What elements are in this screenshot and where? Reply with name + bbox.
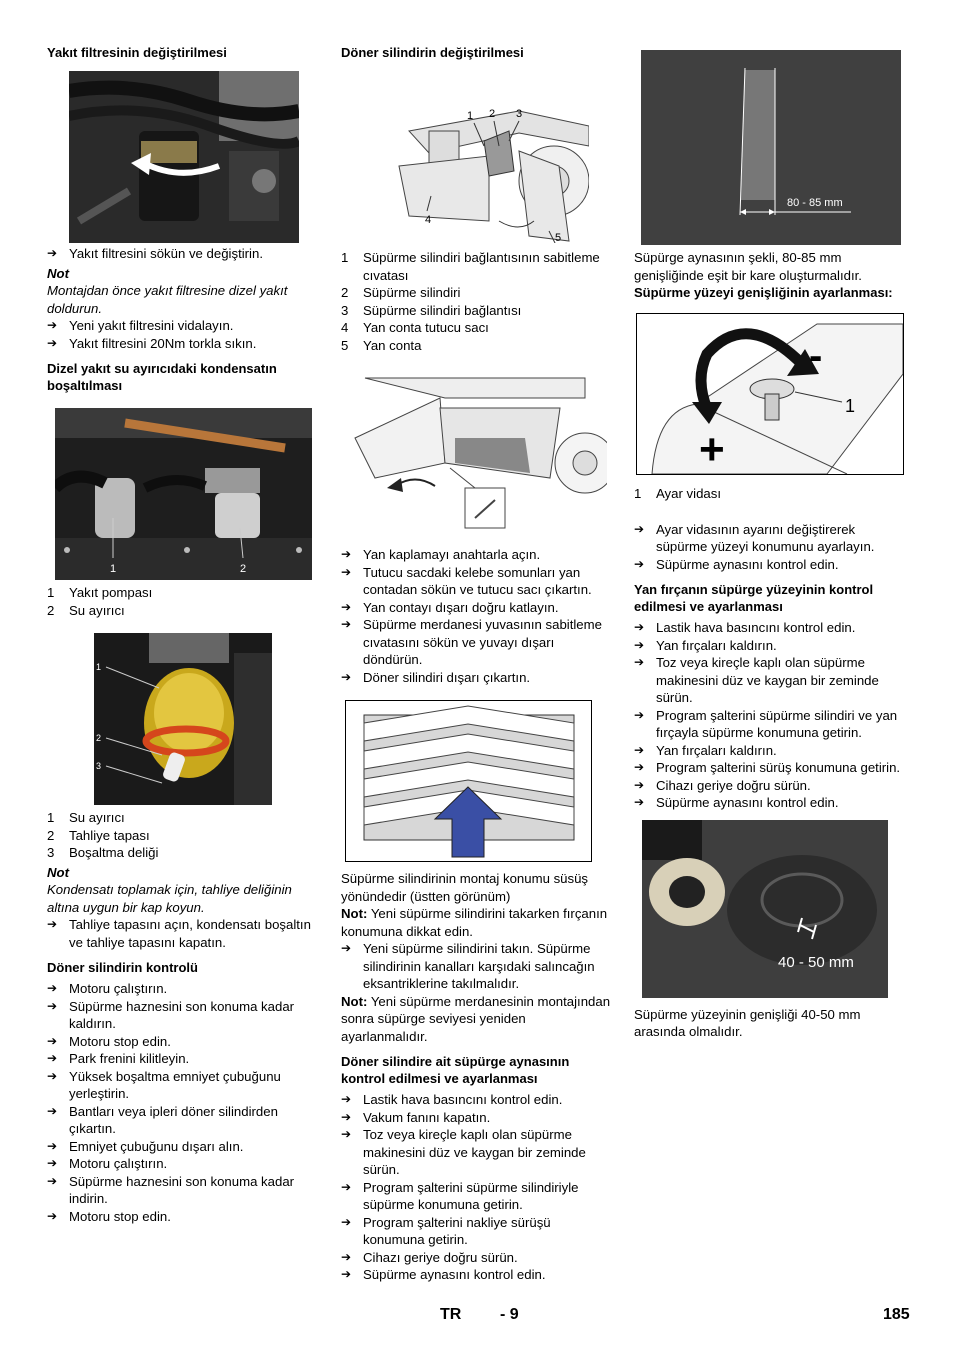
column-3 [634, 50, 910, 1041]
side-brush-photo [642, 820, 888, 998]
step: ➔ Cihazı geriye doğru sürün. [634, 777, 910, 795]
adjust-screw-drawing [636, 313, 904, 475]
figure-callout-5: 5 [555, 232, 562, 243]
step: ➔ Süpürme aynasını kontrol edin. [341, 1266, 613, 1284]
step: ➔ Motoru çalıştırın. [47, 1155, 319, 1173]
note-heading: Not [47, 265, 69, 281]
step: ➔ Motoru stop edin. [47, 1208, 319, 1226]
legend-item: 1 Ayar vidası [634, 486, 721, 501]
figure-callout-1: 1 [845, 396, 856, 416]
water-separator-photo [55, 408, 312, 580]
sweep-mirror-caption: Süpürge aynasının şekli, 80-85 mm genişliğinde eşit bir kare oluşturmalıdır. [634, 250, 862, 283]
fuel-filter-photo [69, 71, 299, 243]
step: ➔ Vakum fanını kapatın. [341, 1109, 613, 1127]
figure-callout-2: 2 [240, 563, 247, 575]
separator-detail-photo [94, 633, 272, 805]
legend-item: 4 Yan conta tutucu sacı [341, 320, 489, 335]
section-title-sweep-width: Süpürme yüzeyi genişliğinin ayarlanması: [634, 285, 893, 300]
step: ➔ Yüksek boşaltma emniyet çubuğunu yerleştirin. [47, 1068, 319, 1103]
column-1 [47, 44, 319, 1225]
measurement-label: 40 - 50 mm [778, 953, 854, 971]
legend-item: 5 Yan conta [341, 337, 422, 353]
step: ➔ Süpürme haznesini son konuma kadar kaldırın. [47, 998, 319, 1033]
legend-item: 1 Yakıt pompası [47, 585, 153, 600]
sweep-mirror-photo [641, 50, 901, 245]
note-text: Montajdan önce yakıt filtresine dizel yakıt doldurun. [47, 283, 288, 316]
step: ➔ Yeni yakıt filtresini vidalayın. [47, 317, 319, 335]
step: ➔ Toz veya kireçle kaplı olan süpürme makinesini düz ve kaygan bir zeminde sürün. [634, 654, 910, 707]
step: ➔ Park frenini kilitleyin. [47, 1050, 319, 1068]
step: ➔ Yan kaplamayı anahtarla açın. [341, 546, 613, 564]
section-title-roller-mirror: Döner silindire ait süpürge aynasının kontrol edilmesi ve ayarlanması [341, 1054, 570, 1086]
step: ➔ Program şalterini süpürme silindiriyle süpürme konumuna getirin. [341, 1179, 613, 1214]
figure-callout-3: 3 [516, 108, 523, 120]
note-text: Kondensatı toplamak için, tahliye deliğinin altına uygun bir kap koyun. [47, 882, 292, 915]
figure-callout-2: 2 [489, 108, 496, 120]
section-title-roller-replace: Döner silindirin değiştirilmesi [341, 45, 524, 60]
figure-callout-2: 2 [96, 733, 102, 743]
step: ➔ Tutucu sacdaki kelebe somunları yan contadan sökün ve tutucu sacı çıkartın. [341, 564, 613, 599]
step: ➔ Süpürme haznesini son konuma kadar indirin. [47, 1173, 319, 1208]
step: ➔ Lastik hava basıncını kontrol edin. [634, 619, 910, 637]
figure-callout-1: 1 [110, 563, 117, 575]
measurement-label: 80 - 85 mm [787, 197, 843, 209]
step: ➔ Yan fırçaları kaldırın. [634, 637, 910, 655]
step: ➔ Lastik hava basıncını kontrol edin. [341, 1091, 613, 1109]
page-number: 185 [883, 1306, 910, 1323]
note-paragraph: Not: Yeni süpürme silindirini takarken fırçanın konumuna dikkat edin. [341, 906, 608, 939]
legend-item: 2 Su ayırıcı [47, 602, 125, 618]
roller-orientation-diagram [345, 700, 592, 862]
legend-item: 2 Tahliye tapası [47, 827, 150, 843]
legend-item: 1 Süpürme silindiri bağlantısının sabitleme cıvatası [341, 250, 600, 283]
step: ➔ Tahliye tapasını açın, kondensatı boşaltın ve tahliye tapasını kapatın. [47, 916, 319, 951]
step: ➔ Emniyet çubuğunu dışarı alın. [47, 1138, 319, 1156]
legend-item: 2 Süpürme silindiri [341, 285, 461, 300]
roller-orientation-caption: Süpürme silindirinin montaj konumu süsüş yönündedir (üstten görünüm) [341, 871, 589, 904]
legend-item: 3 Boşaltma deliği [47, 845, 159, 860]
section-title-roller-check: Döner silindirin kontrolü [47, 960, 198, 975]
step: ➔ Süpürme merdanesi yuvasının sabitleme cıvatasını sökün ve yuvayı dışarı döndürün. [341, 616, 613, 669]
decrease-symbol: - [809, 334, 823, 378]
step: ➔ Program şalterini nakliye sürüşü konumuna getirin. [341, 1214, 613, 1249]
step: ➔ Yakıt filtresini 20Nm torkla sıkın. [47, 335, 319, 353]
note-heading: Not [47, 864, 69, 880]
step: ➔ Program şalterini sürüş konumuna getirin. [634, 759, 910, 777]
side-brush-caption: Süpürme yüzeyinin genişliği 40-50 mm arasında olmalıdır. [634, 1006, 861, 1039]
section-title-side-brush: Yan fırçanın süpürge yüzeyinin kontrol edilmesi ve ayarlanması [634, 582, 874, 614]
section-title-fuel-filter: Yakıt filtresinin değiştirilmesi [47, 45, 227, 60]
figure-callout-1: 1 [467, 110, 474, 122]
step: ➔ Program şalterini süpürme silindiri ve yan fırçayla süpürme konumuna getirin. [634, 707, 910, 742]
step: ➔ Yeni süpürme silindirini takın. Süpürme silindirinin kanalları karşıdaki salıncağın eksantriklerine takılmalıdır. [341, 940, 613, 993]
increase-symbol: + [699, 425, 725, 474]
legend-item: 3 Süpürme silindiri bağlantısı [341, 302, 522, 318]
step: ➔ Süpürme aynasını kontrol edin. [634, 794, 910, 812]
step: ➔ Döner silindiri dışarı çıkartın. [341, 669, 613, 687]
section-title-water-separator: Dizel yakıt su ayırıcıdaki kondensatın boşaltılması [47, 361, 277, 393]
roller-assembly-drawing [369, 71, 589, 243]
step: ➔ Bantları veya ipleri döner silindirden çıkartın. [47, 1103, 319, 1138]
figure-callout-4: 4 [425, 214, 432, 226]
legend-item: 1 Su ayırıcı [47, 810, 125, 825]
step: ➔ Yan contayı dışarı doğru katlayın. [341, 599, 613, 617]
step: ➔ Toz veya kireçle kaplı olan süpürme makinesini düz ve kaygan bir zeminde sürün. [341, 1126, 613, 1179]
step: ➔ Süpürme aynasını kontrol edin. [634, 556, 910, 574]
step: ➔ Motoru stop edin. [47, 1033, 319, 1051]
figure-callout-3: 3 [96, 761, 102, 771]
footer-section: - 9 [500, 1306, 519, 1323]
step: ➔ Ayar vidasının ayarını değiştirerek süpürme yüzeyi konumunu ayarlayın. [634, 521, 910, 556]
footer-language: TR [440, 1306, 462, 1323]
step: ➔ Yakıt filtresini sökün ve değiştirin. [47, 245, 319, 263]
note-paragraph: Not: Yeni süpürme merdanesinin montajından sonra süpürge seviyesi yeniden ayarlanmalıdır. [341, 993, 611, 1044]
step: ➔ Motoru çalıştırın. [47, 980, 319, 998]
figure-callout-1: 1 [96, 662, 102, 672]
step: ➔ Yan fırçaları kaldırın. [634, 742, 910, 760]
column-2 [341, 44, 613, 1284]
side-cover-drawing [345, 368, 607, 536]
step: ➔ Cihazı geriye doğru sürün. [341, 1249, 613, 1267]
